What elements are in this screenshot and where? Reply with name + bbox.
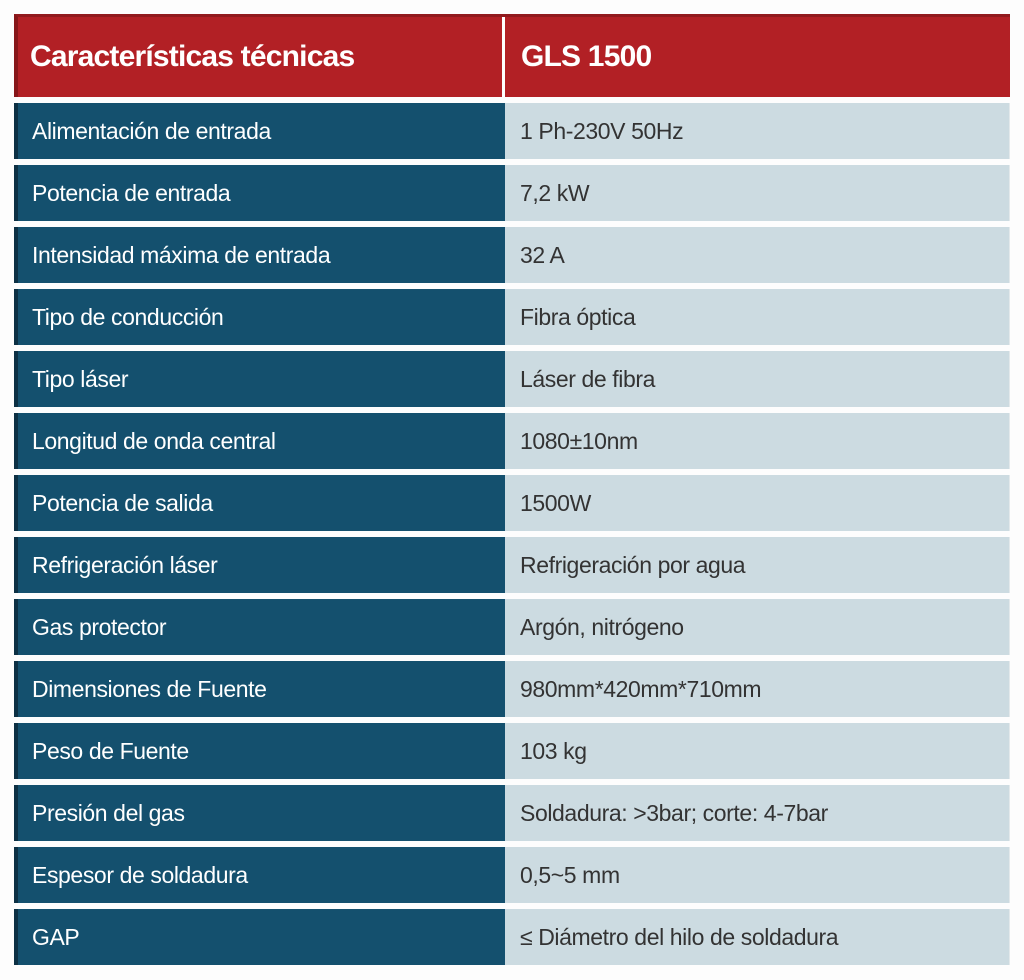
spec-value-cell: 1080±10nm [505, 413, 1010, 469]
table-row [14, 475, 1010, 531]
spec-label-cell: GAP [14, 909, 505, 965]
table-row [14, 723, 1010, 779]
spec-label-cell: Potencia de entrada [14, 165, 505, 221]
table-row [14, 351, 1010, 407]
table-row [14, 103, 1010, 159]
spec-table [14, 14, 1010, 965]
spec-value-cell: Argón, nitrógeno [505, 599, 1010, 655]
header-cell-features [18, 17, 505, 97]
table-row [14, 227, 1010, 283]
spec-label-cell: Tipo de conducción [14, 289, 505, 345]
spec-label-cell: Tipo láser [14, 351, 505, 407]
spec-value-cell: ≤ Diámetro del hilo de soldadura [505, 909, 1010, 965]
table-body [14, 103, 1010, 965]
spec-label-cell: Potencia de salida [14, 475, 505, 531]
spec-label-cell: Intensidad máxima de entrada [14, 227, 505, 283]
spec-label-cell: Peso de Fuente [14, 723, 505, 779]
table-row [14, 537, 1010, 593]
table-row [14, 847, 1010, 903]
spec-value-cell: 0,5~5 mm [505, 847, 1010, 903]
spec-label-cell: Gas protector [14, 599, 505, 655]
table-row [14, 785, 1010, 841]
spec-value-cell: 7,2 kW [505, 165, 1010, 221]
spec-label-cell: Presión del gas [14, 785, 505, 841]
table-row [14, 165, 1010, 221]
spec-label-cell: Longitud de onda central [14, 413, 505, 469]
header-cell-model [505, 17, 1010, 97]
spec-value-cell: 103 kg [505, 723, 1010, 779]
spec-label-cell: Alimentación de entrada [14, 103, 505, 159]
spec-label-cell: Espesor de soldadura [14, 847, 505, 903]
header-model-label: GLS 1500 [521, 40, 652, 73]
spec-value-cell: 1 Ph-230V 50Hz [505, 103, 1010, 159]
spec-label-cell: Dimensiones de Fuente [14, 661, 505, 717]
spec-value-cell: Soldadura: >3bar; corte: 4-7bar [505, 785, 1010, 841]
spec-value-cell: 32 A [505, 227, 1010, 283]
table-row [14, 289, 1010, 345]
spec-label-cell: Refrigeración láser [14, 537, 505, 593]
table-header-row [14, 14, 1010, 97]
spec-value-cell: Refrigeración por agua [505, 537, 1010, 593]
spec-value-cell: Láser de fibra [505, 351, 1010, 407]
header-features-label: Características técnicas [30, 40, 355, 73]
table-row [14, 909, 1010, 965]
table-row [14, 599, 1010, 655]
spec-value-cell: 980mm*420mm*710mm [505, 661, 1010, 717]
spec-value-cell: 1500W [505, 475, 1010, 531]
spec-value-cell: Fibra óptica [505, 289, 1010, 345]
table-row [14, 413, 1010, 469]
table-row [14, 661, 1010, 717]
